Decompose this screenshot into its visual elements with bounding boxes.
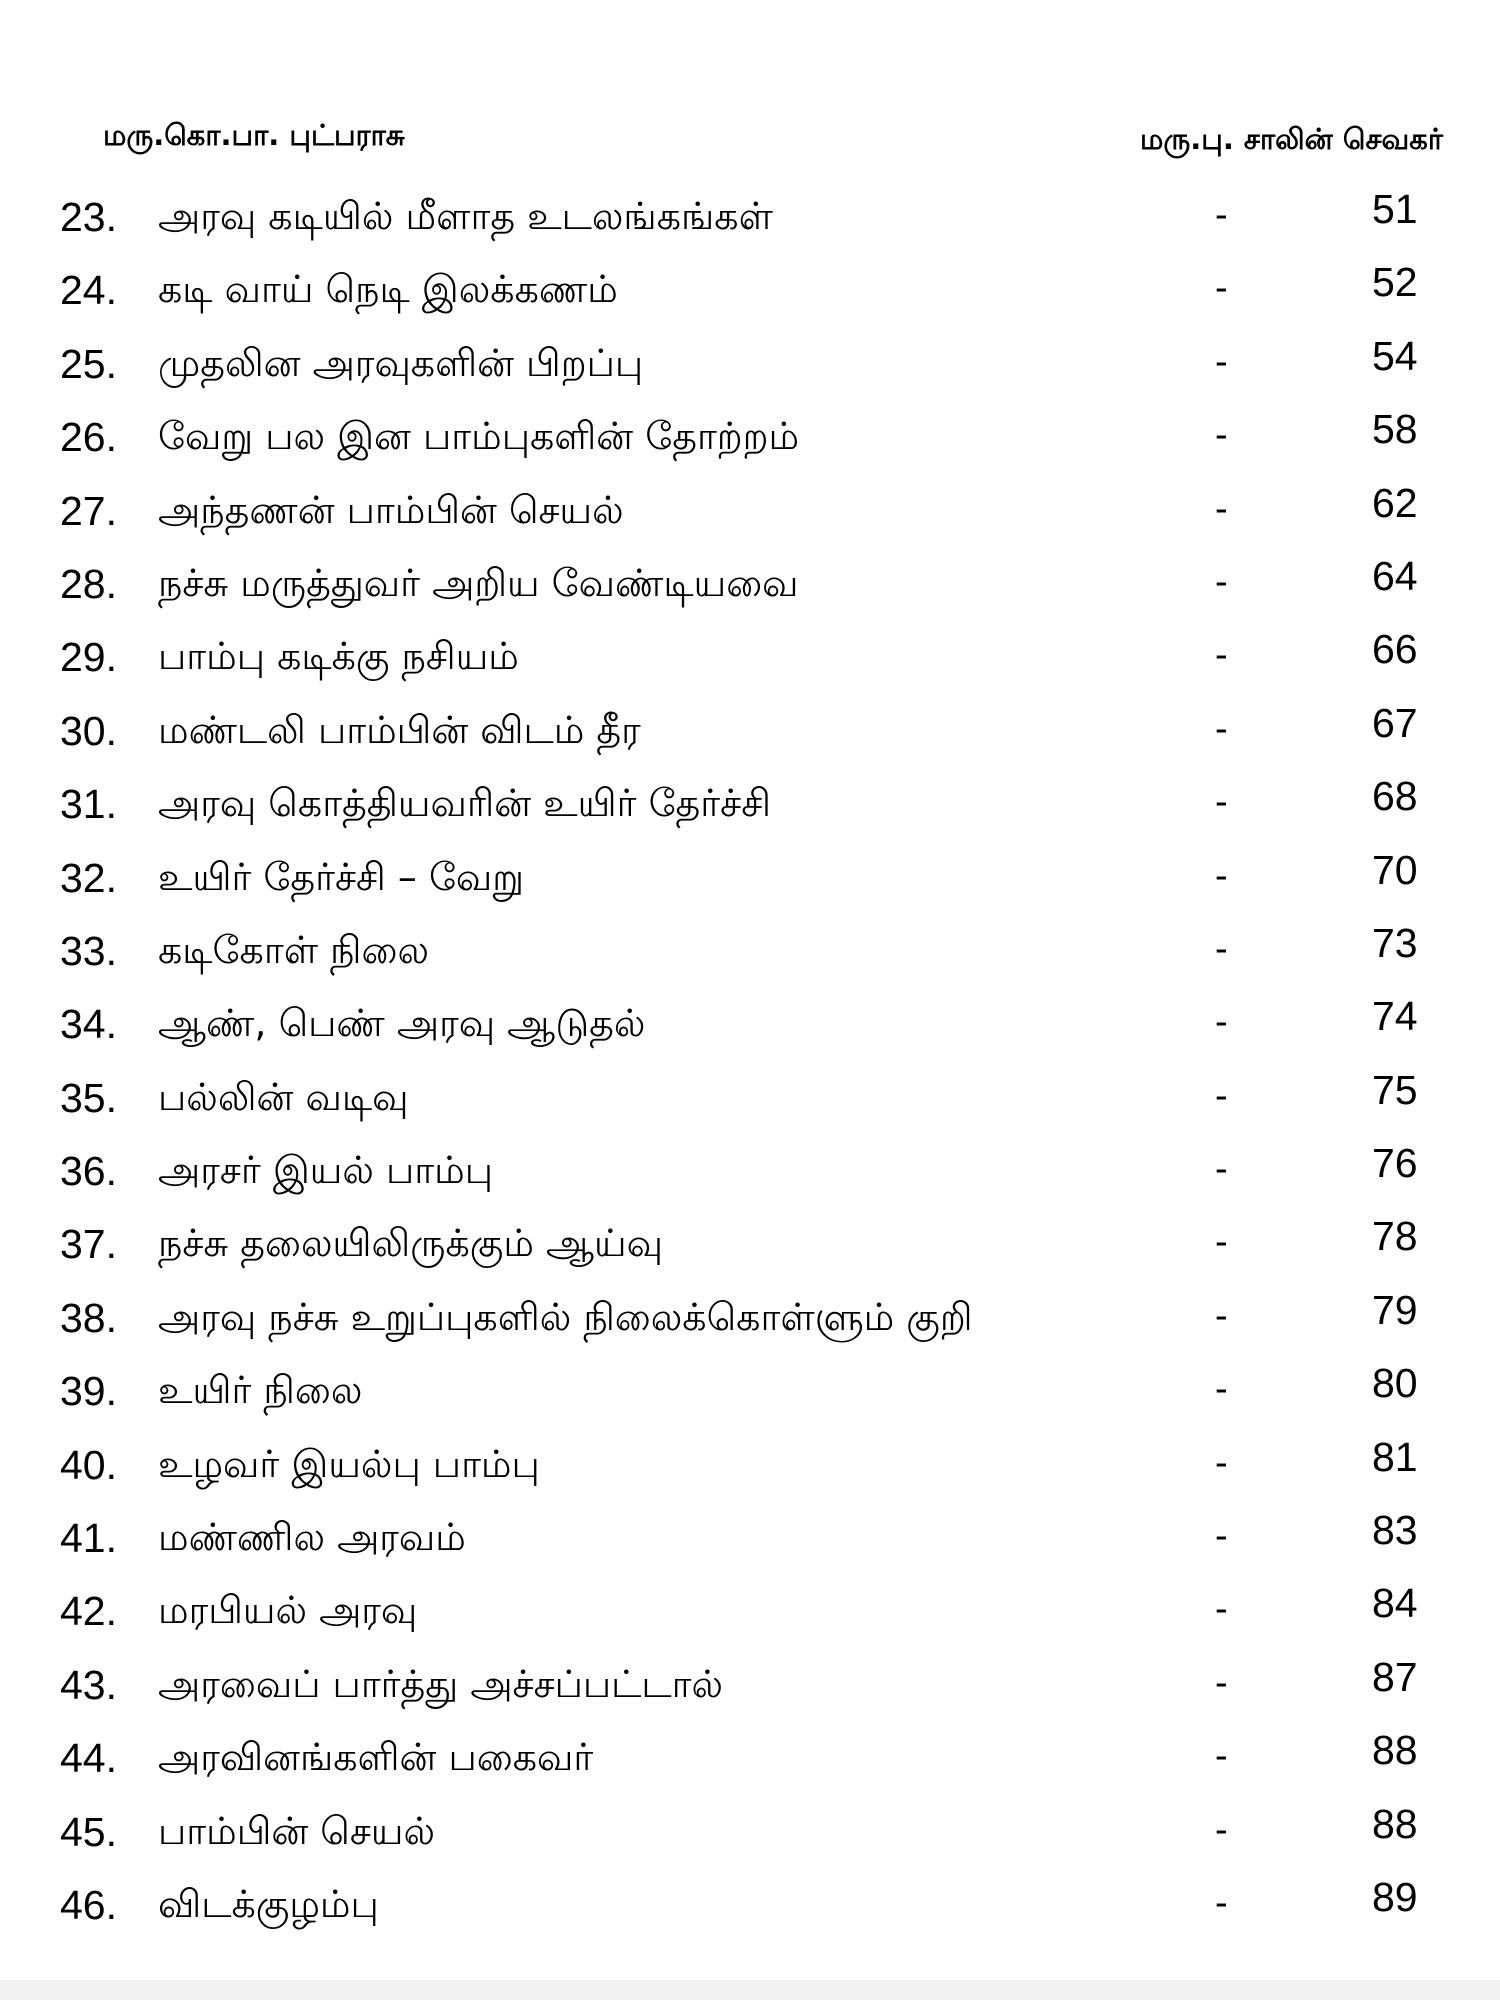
entry-page-number: 66	[1372, 626, 1418, 673]
entry-separator: -	[1215, 1515, 1228, 1558]
entry-separator: -	[1215, 1808, 1228, 1851]
entry-page-number: 81	[1372, 1433, 1418, 1480]
entry-separator: -	[1215, 707, 1228, 750]
entry-page-number: 73	[1372, 919, 1418, 966]
entry-page-number: 89	[1372, 1873, 1418, 1920]
entry-separator: -	[1215, 1735, 1228, 1778]
toc-entry	[0, 1505, 1500, 1578]
entry-title: பாம்பின் செயல்	[158, 1808, 436, 1853]
toc-entry	[0, 1652, 1500, 1725]
toc-entry	[0, 624, 1500, 697]
entry-number: 37.	[60, 1221, 117, 1268]
entry-title: உயிர் நிலை	[158, 1368, 363, 1413]
page-header	[0, 118, 1500, 168]
entry-number: 40.	[60, 1441, 117, 1488]
entry-page-number: 83	[1372, 1507, 1418, 1554]
entry-title: அரவு நச்சு உறுப்புகளில் நிலைக்கொள்ளும் குறி	[158, 1294, 973, 1339]
entry-title: அரவினங்களின் பகைவர்	[158, 1735, 594, 1780]
entry-separator: -	[1215, 781, 1228, 824]
entry-title: மரபியல் அரவு	[158, 1588, 418, 1633]
entry-separator: -	[1215, 267, 1228, 310]
toc-entry	[0, 1725, 1500, 1798]
entry-page-number: 58	[1372, 406, 1418, 453]
entry-number: 27.	[60, 487, 117, 534]
entry-title: அரசர் இயல் பாம்பு	[158, 1148, 493, 1193]
toc-entry	[0, 1799, 1500, 1872]
entry-number: 36.	[60, 1148, 117, 1195]
entry-number: 43.	[60, 1661, 117, 1708]
entry-number: 45.	[60, 1808, 117, 1855]
entry-separator: -	[1215, 1221, 1228, 1264]
entry-title: நச்சு மருத்துவர் அறிய வேண்டியவை	[158, 560, 799, 605]
entry-page-number: 67	[1372, 699, 1418, 746]
entry-title: பல்லின் வடிவு	[158, 1074, 409, 1119]
toc-entry	[0, 1065, 1500, 1138]
entry-number: 35.	[60, 1074, 117, 1121]
entry-title: வேறு பல இன பாம்புகளின் தோற்றம்	[158, 414, 800, 459]
entry-title: மண்டலி பாம்பின் விடம் தீர	[158, 707, 641, 752]
entry-title: உழவர் இயல்பு பாம்பு	[158, 1441, 540, 1486]
entry-number: 44.	[60, 1735, 117, 1782]
entry-page-number: 87	[1372, 1653, 1418, 1700]
entry-number: 25.	[60, 340, 117, 387]
entry-page-number: 76	[1372, 1140, 1418, 1187]
entry-page-number: 70	[1372, 846, 1418, 893]
entry-title: கடிகோள் நிலை	[158, 927, 430, 972]
entry-page-number: 64	[1372, 552, 1418, 599]
entry-separator: -	[1215, 1588, 1228, 1631]
entry-number: 28.	[60, 560, 117, 607]
toc-entry	[0, 771, 1500, 844]
entry-separator: -	[1215, 487, 1228, 530]
toc-entry	[0, 184, 1500, 257]
toc-entry	[0, 845, 1500, 918]
entry-separator: -	[1215, 854, 1228, 897]
toc-entry	[0, 1578, 1500, 1651]
entry-number: 42.	[60, 1588, 117, 1635]
entry-separator: -	[1215, 1661, 1228, 1704]
entry-title: பாம்பு கடிக்கு நசியம்	[158, 634, 519, 679]
page-bottom-edge	[0, 1980, 1500, 2000]
entry-separator: -	[1215, 560, 1228, 603]
entry-page-number: 54	[1372, 332, 1418, 379]
entry-page-number: 80	[1372, 1360, 1418, 1407]
entry-page-number: 88	[1372, 1727, 1418, 1774]
entry-title: உயிர் தேர்ச்சி – வேறு	[158, 854, 525, 899]
toc-entry	[0, 1872, 1500, 1945]
entry-number: 46.	[60, 1881, 117, 1928]
entry-number: 31.	[60, 781, 117, 828]
entry-title: விடக்குழம்பு	[158, 1881, 379, 1926]
entry-page-number: 75	[1372, 1066, 1418, 1113]
entry-separator: -	[1215, 634, 1228, 677]
entry-page-number: 88	[1372, 1800, 1418, 1847]
toc-entry	[0, 478, 1500, 551]
entry-separator: -	[1215, 1441, 1228, 1484]
entry-separator: -	[1215, 1368, 1228, 1411]
toc-entry	[0, 918, 1500, 991]
toc-entry	[0, 1285, 1500, 1358]
entry-page-number: 74	[1372, 993, 1418, 1040]
toc-entry	[0, 1211, 1500, 1284]
entry-separator: -	[1215, 340, 1228, 383]
entry-number: 32.	[60, 854, 117, 901]
entry-page-number: 68	[1372, 773, 1418, 820]
left-author-name: மரு.கொ.பா. புட்பராசு	[103, 118, 405, 152]
table-of-contents	[0, 184, 1500, 1945]
entry-number: 24.	[60, 267, 117, 314]
entry-title: அரவு கடியில் மீளாத உடலங்கங்கள்	[158, 194, 773, 238]
toc-entry	[0, 991, 1500, 1064]
entry-number: 34.	[60, 1001, 117, 1048]
entry-number: 41.	[60, 1515, 117, 1562]
entry-number: 30.	[60, 707, 117, 754]
toc-entry	[0, 257, 1500, 330]
entry-number: 38.	[60, 1294, 117, 1341]
entry-separator: -	[1215, 927, 1228, 970]
entry-title: மண்ணில அரவம்	[158, 1515, 466, 1560]
entry-title: கடி வாய் நெடி இலக்கணம்	[158, 267, 618, 312]
toc-entry	[0, 551, 1500, 624]
entry-number: 33.	[60, 927, 117, 974]
entry-title: ஆண், பெண் அரவு ஆடுதல்	[158, 1001, 646, 1046]
entry-page-number: 51	[1372, 186, 1418, 232]
entry-title: நச்சு தலையிலிருக்கும் ஆய்வு	[158, 1221, 663, 1266]
entry-separator: -	[1215, 1881, 1228, 1924]
entry-page-number: 84	[1372, 1580, 1418, 1627]
entry-separator: -	[1215, 414, 1228, 457]
entry-page-number: 62	[1372, 479, 1418, 526]
entry-number: 29.	[60, 634, 117, 681]
entry-separator: -	[1215, 1074, 1228, 1117]
entry-title: அரவு கொத்தியவரின் உயிர் தேர்ச்சி	[158, 781, 771, 826]
entry-separator: -	[1215, 1294, 1228, 1337]
right-author-name: மரு.பு. சாலின் செவகர்	[1140, 122, 1443, 156]
entry-separator: -	[1215, 1148, 1228, 1191]
entry-separator: -	[1215, 1001, 1228, 1044]
toc-entry	[0, 404, 1500, 477]
entry-separator: -	[1215, 194, 1228, 236]
entry-number: 26.	[60, 414, 117, 461]
entry-title: அந்தணன் பாம்பின் செயல்	[158, 487, 624, 532]
toc-entry	[0, 1358, 1500, 1431]
entry-number: 39.	[60, 1368, 117, 1415]
entry-page-number: 79	[1372, 1286, 1418, 1333]
toc-entry	[0, 1432, 1500, 1505]
toc-entry	[0, 331, 1500, 404]
entry-title: முதலின அரவுகளின் பிறப்பு	[158, 340, 644, 385]
entry-page-number: 78	[1372, 1213, 1418, 1260]
entry-page-number: 52	[1372, 259, 1418, 306]
toc-entry	[0, 1138, 1500, 1211]
entry-title: அரவைப் பார்த்து அச்சப்பட்டால்	[158, 1661, 724, 1706]
toc-entry	[0, 698, 1500, 771]
entry-number: 23.	[60, 194, 117, 240]
